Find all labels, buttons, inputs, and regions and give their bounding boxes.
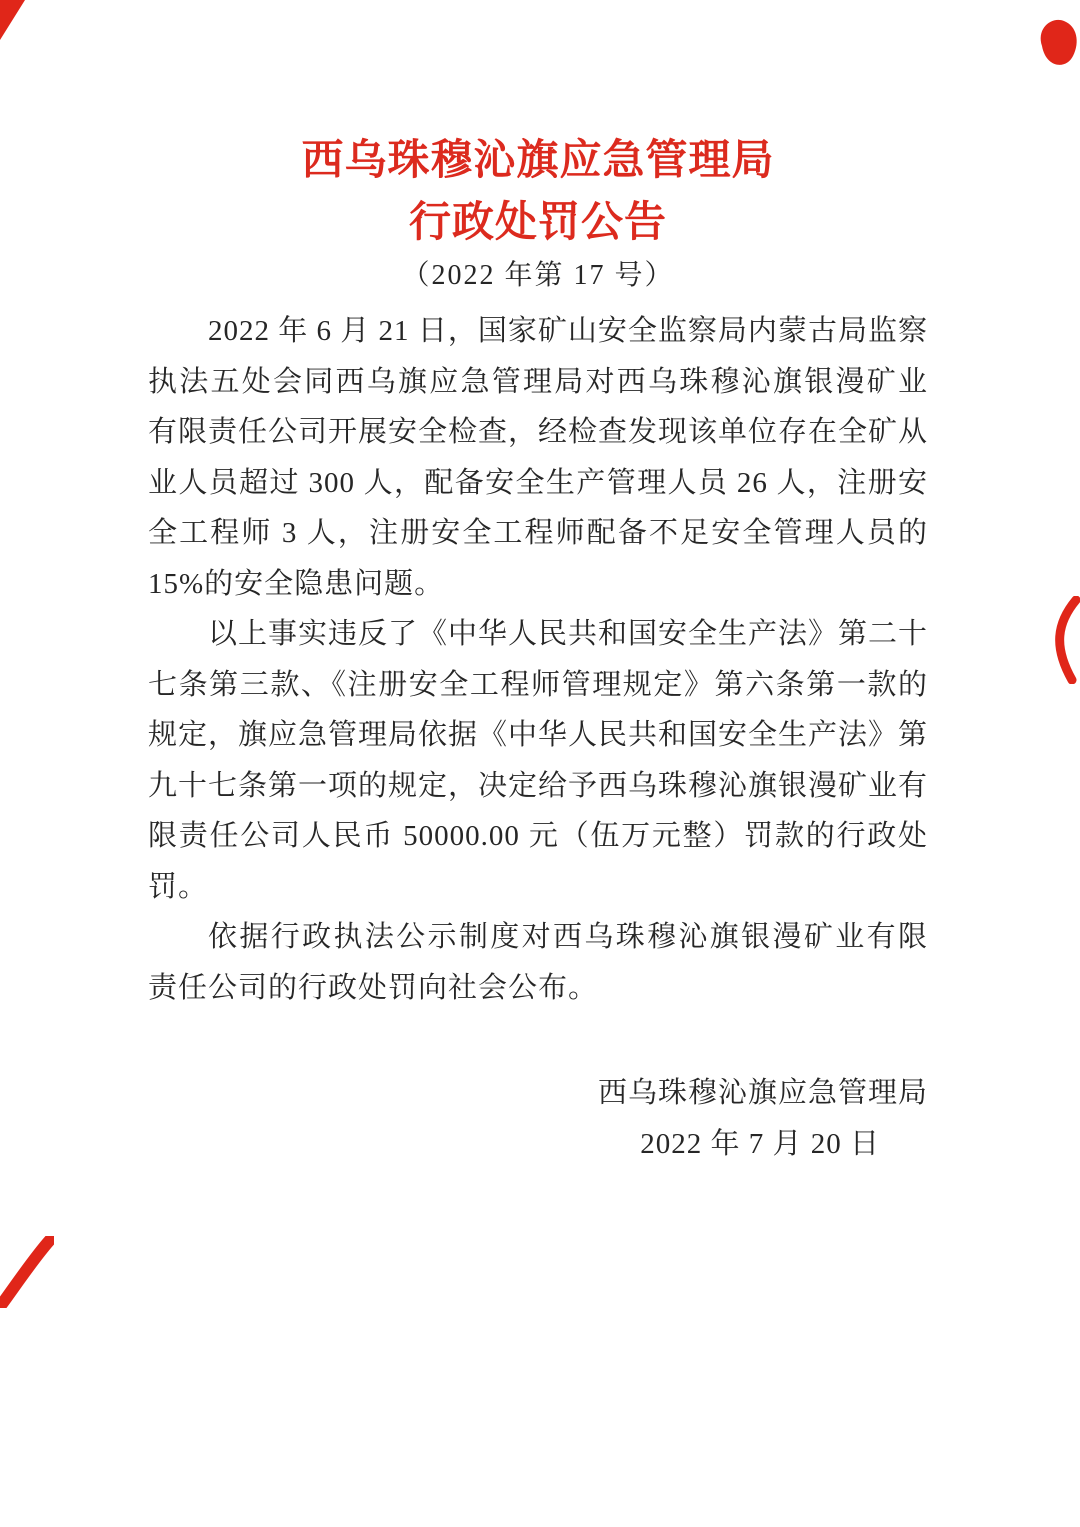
body-line: 七条第三款、《注册安全工程师管理规定》第六条第一款的 (148, 668, 928, 701)
body-line: 九十七条第一项的规定，决定给予西乌珠穆沁旗银漫矿业有 (148, 769, 928, 802)
paragraph (148, 609, 928, 912)
signature-block (148, 1068, 928, 1169)
body-line: 规定，旗应急管理局依据《中华人民共和国安全生产法》第 (148, 719, 928, 751)
signature-date: 2022 年 7 月 20 日 (640, 1127, 880, 1160)
body-line: 业人员超过 300 人，配备安全生产管理人员 26 人，注册安 (148, 466, 928, 499)
red-edge-mark-bottom-left (0, 1236, 54, 1308)
body-line: 执法五处会同西乌旗应急管理局对西乌珠穆沁旗银漫矿业 (148, 365, 928, 398)
document-title-line1: 西乌珠穆沁旗应急管理局 (301, 138, 775, 184)
body-line: 罚。 (148, 870, 209, 903)
document-title-line2: 行政处罚公告 (408, 200, 667, 246)
red-edge-mark-right-middle (1046, 596, 1080, 684)
document-body (148, 306, 928, 1013)
body-line: 责任公司的行政处罚向社会公布。 (148, 971, 599, 1004)
document (148, 130, 928, 1169)
body-line: 限责任公司人民币 50000.00 元（伍万元整）罚款的行政处 (148, 820, 928, 852)
body-line: 2022 年 6 月 21 日，国家矿山安全监察局内蒙古局监察 (208, 315, 928, 347)
red-edge-mark-top-left (0, 0, 28, 42)
paragraph (148, 912, 928, 1013)
body-line: 15%的安全隐患问题。 (148, 567, 445, 600)
signature-agency: 西乌珠穆沁旗应急管理局 (597, 1077, 928, 1109)
body-line: 全工程师 3 人，注册安全工程师配备不足安全管理人员的 (148, 517, 928, 549)
document-number: （2022 年第 17 号） (401, 260, 675, 291)
red-edge-mark-top-right (1032, 14, 1080, 74)
paragraph (148, 306, 928, 609)
body-line: 有限责任公司开展安全检查，经检查发现该单位存在全矿从 (148, 416, 928, 448)
body-line: 以上事实违反了《中华人民共和国安全生产法》第二十 (208, 618, 928, 650)
body-line: 依据行政执法公示制度对西乌珠穆沁旗银漫矿业有限 (208, 921, 928, 953)
